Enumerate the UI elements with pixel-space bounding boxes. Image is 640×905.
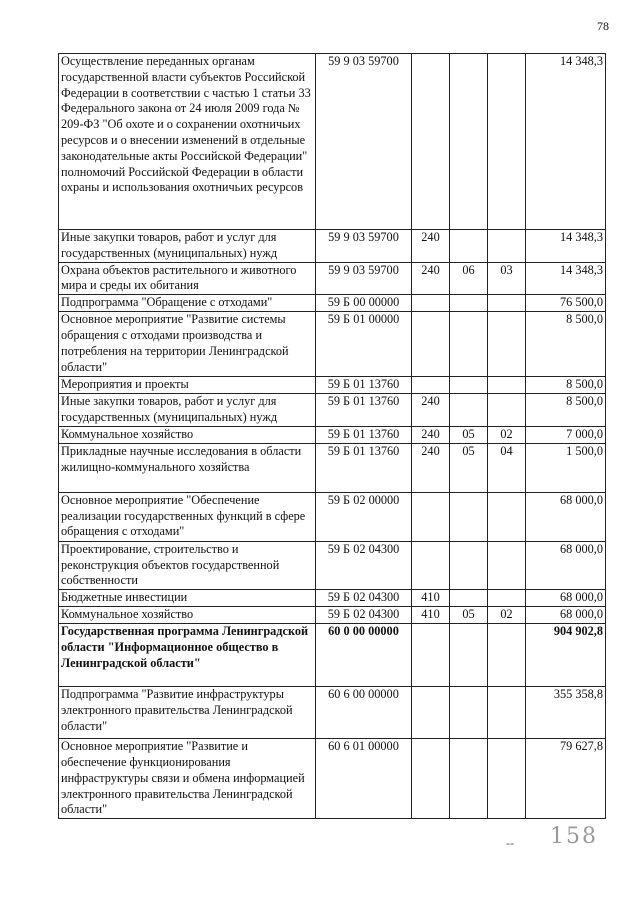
row-sum: 14 348,3 bbox=[526, 262, 606, 295]
row-expense-type bbox=[412, 377, 450, 394]
row-sum: 68 000,0 bbox=[526, 607, 606, 624]
row-sum: 68 000,0 bbox=[526, 492, 606, 541]
row-subsection bbox=[488, 377, 526, 394]
row-section bbox=[450, 492, 488, 541]
row-section: 06 bbox=[450, 262, 488, 295]
row-name: Коммунальное хозяйство bbox=[59, 607, 316, 624]
row-section bbox=[450, 687, 488, 739]
row-sum: 68 000,0 bbox=[526, 590, 606, 607]
row-subsection bbox=[488, 295, 526, 312]
row-code: 59 Б 01 00000 bbox=[316, 312, 412, 377]
row-sum: 8 500,0 bbox=[526, 377, 606, 394]
row-subsection: 04 bbox=[488, 443, 526, 492]
row-sum: 7 000,0 bbox=[526, 426, 606, 443]
row-name: Охрана объектов растительного и животного мира и среды их обитания bbox=[59, 262, 316, 295]
table-row bbox=[59, 54, 606, 230]
table-row bbox=[59, 590, 606, 607]
row-name: Основное мероприятие "Развитие системы обращения с отходами производства и потребления на территории Ленинградской области" bbox=[59, 312, 316, 377]
row-section bbox=[450, 590, 488, 607]
row-name: Коммунальное хозяйство bbox=[59, 426, 316, 443]
row-expense-type bbox=[412, 492, 450, 541]
row-sum: 68 000,0 bbox=[526, 541, 606, 589]
row-sum: 8 500,0 bbox=[526, 312, 606, 377]
table-row bbox=[59, 687, 606, 739]
footer-dash: -- bbox=[506, 836, 514, 850]
row-subsection bbox=[488, 312, 526, 377]
row-code: 59 Б 02 04300 bbox=[316, 590, 412, 607]
row-code: 59 Б 01 13760 bbox=[316, 377, 412, 394]
table-row bbox=[59, 541, 606, 589]
row-section: 05 bbox=[450, 426, 488, 443]
table-row bbox=[59, 739, 606, 819]
table-row bbox=[59, 426, 606, 443]
table-row bbox=[59, 443, 606, 492]
row-section bbox=[450, 230, 488, 263]
row-sum: 904 902,8 bbox=[526, 624, 606, 687]
row-expense-type bbox=[412, 295, 450, 312]
row-subsection bbox=[488, 624, 526, 687]
table-row bbox=[59, 295, 606, 312]
row-sum: 8 500,0 bbox=[526, 394, 606, 427]
row-section bbox=[450, 54, 488, 230]
row-code: 59 9 03 59700 bbox=[316, 230, 412, 263]
page-number: 78 bbox=[597, 19, 609, 33]
row-name: Осуществление переданных органам государственной власти субъектов Российской Федерации в соответствии с частью 1 статьи 33 Федерального закона от 24 июля 2009 года № 209-ФЗ "Об охоте и о сохранении охотничьих ресурсов и о внесении изменений в отдельные законодательные акты Российской Федерации" полномочий Российской Федерации в области охраны и использования охотничьих ресурсов bbox=[59, 54, 316, 230]
row-name: Мероприятия и проекты bbox=[59, 377, 316, 394]
table-row bbox=[59, 624, 606, 687]
row-sum: 1 500,0 bbox=[526, 443, 606, 492]
row-sum: 76 500,0 bbox=[526, 295, 606, 312]
row-name: Иные закупки товаров, работ и услуг для государственных (муниципальных) нужд bbox=[59, 394, 316, 427]
row-subsection bbox=[488, 394, 526, 427]
row-code: 59 Б 01 13760 bbox=[316, 443, 412, 492]
row-expense-type: 240 bbox=[412, 394, 450, 427]
row-name: Подпрограмма "Развитие инфраструктуры электронного правительства Ленинградской области" bbox=[59, 687, 316, 739]
row-section bbox=[450, 295, 488, 312]
row-section bbox=[450, 541, 488, 589]
table-row bbox=[59, 394, 606, 427]
row-code: 59 Б 01 13760 bbox=[316, 426, 412, 443]
row-expense-type bbox=[412, 687, 450, 739]
row-subsection: 02 bbox=[488, 426, 526, 443]
row-subsection bbox=[488, 739, 526, 819]
row-subsection: 02 bbox=[488, 607, 526, 624]
row-expense-type bbox=[412, 739, 450, 819]
row-sum: 79 627,8 bbox=[526, 739, 606, 819]
row-subsection bbox=[488, 687, 526, 739]
row-expense-type: 240 bbox=[412, 443, 450, 492]
row-subsection bbox=[488, 54, 526, 230]
row-name: Государственная программа Ленинградской области "Информационное общество в Ленинградской области" bbox=[59, 624, 316, 687]
row-expense-type: 410 bbox=[412, 607, 450, 624]
row-subsection bbox=[488, 590, 526, 607]
table-row bbox=[59, 262, 606, 295]
row-expense-type bbox=[412, 624, 450, 687]
row-section bbox=[450, 739, 488, 819]
row-section bbox=[450, 624, 488, 687]
row-subsection bbox=[488, 230, 526, 263]
row-code: 60 6 00 00000 bbox=[316, 687, 412, 739]
table-row bbox=[59, 230, 606, 263]
row-code: 59 Б 02 04300 bbox=[316, 607, 412, 624]
row-expense-type: 240 bbox=[412, 262, 450, 295]
row-sum: 14 348,3 bbox=[526, 54, 606, 230]
row-name: Основное мероприятие "Обеспечение реализации государственных функций в сфере обращения с отходами" bbox=[59, 492, 316, 541]
table-row bbox=[59, 607, 606, 624]
row-expense-type: 240 bbox=[412, 230, 450, 263]
row-section bbox=[450, 377, 488, 394]
row-section bbox=[450, 394, 488, 427]
row-subsection: 03 bbox=[488, 262, 526, 295]
row-expense-type bbox=[412, 541, 450, 589]
row-expense-type bbox=[412, 312, 450, 377]
row-subsection bbox=[488, 492, 526, 541]
row-name: Бюджетные инвестиции bbox=[59, 590, 316, 607]
row-code: 59 9 03 59700 bbox=[316, 54, 412, 230]
row-name: Прикладные научные исследования в области жилищно-коммунального хозяйства bbox=[59, 443, 316, 492]
row-subsection bbox=[488, 541, 526, 589]
row-section bbox=[450, 312, 488, 377]
row-expense-type: 410 bbox=[412, 590, 450, 607]
row-name: Иные закупки товаров, работ и услуг для государственных (муниципальных) нужд bbox=[59, 230, 316, 263]
row-name: Основное мероприятие "Развитие и обеспечение функционирования инфраструктуры связи и обмена информацией электронного правительства Ленинградской области" bbox=[59, 739, 316, 819]
table-row bbox=[59, 377, 606, 394]
budget-table bbox=[58, 53, 606, 819]
row-sum: 14 348,3 bbox=[526, 230, 606, 263]
table-row bbox=[59, 492, 606, 541]
row-expense-type: 240 bbox=[412, 426, 450, 443]
row-name: Подпрограмма "Обращение с отходами" bbox=[59, 295, 316, 312]
row-code: 59 Б 01 13760 bbox=[316, 394, 412, 427]
row-code: 60 6 01 00000 bbox=[316, 739, 412, 819]
row-code: 59 Б 02 04300 bbox=[316, 541, 412, 589]
row-expense-type bbox=[412, 54, 450, 230]
row-sum: 355 358,8 bbox=[526, 687, 606, 739]
row-section: 05 bbox=[450, 443, 488, 492]
row-code: 59 Б 00 00000 bbox=[316, 295, 412, 312]
table-row bbox=[59, 312, 606, 377]
row-name: Проектирование, строительство и реконструкция объектов государственной собственности bbox=[59, 541, 316, 589]
page-stamp: 158 bbox=[550, 824, 598, 849]
row-code: 59 Б 02 00000 bbox=[316, 492, 412, 541]
row-section: 05 bbox=[450, 607, 488, 624]
row-code: 60 0 00 00000 bbox=[316, 624, 412, 687]
row-code: 59 9 03 59700 bbox=[316, 262, 412, 295]
